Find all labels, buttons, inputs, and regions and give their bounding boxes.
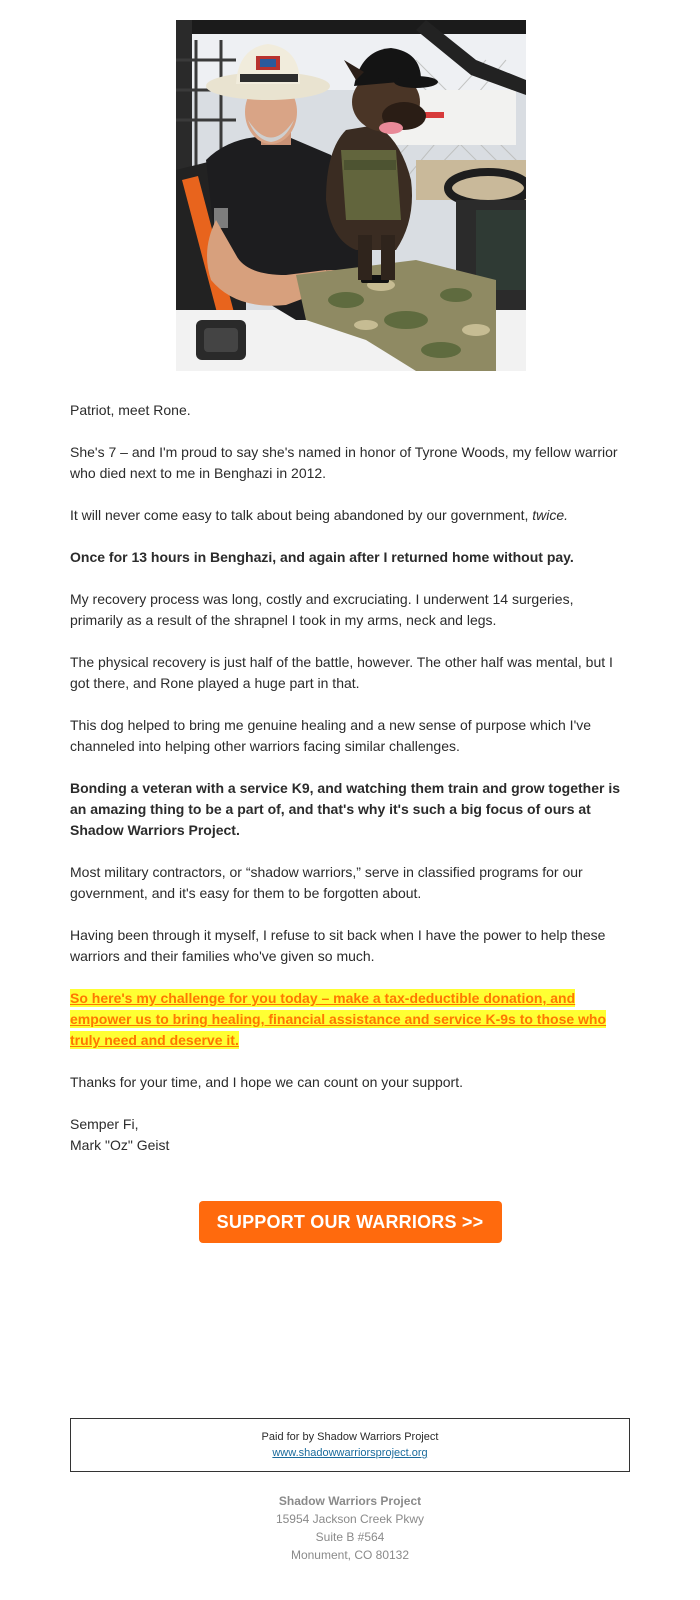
signoff (70, 1114, 630, 1156)
signoff-line: Semper Fi, (70, 1116, 139, 1132)
footer-address (0, 1492, 700, 1564)
greeting: Patriot, meet Rone. (70, 402, 191, 418)
paragraph-healing: This dog helped to bring me genuine healing and a new sense of purpose which I've channeled into helping other warriors facing similar challenges. (70, 717, 592, 754)
footer-org-name: Shadow Warriors Project (278, 1494, 422, 1508)
support-warriors-button[interactable]: SUPPORT OUR WARRIORS >> (199, 1201, 502, 1243)
paragraph-abandoned-text: It will never come easy to talk about being abandoned by our government, (70, 507, 533, 523)
paragraph-shadow-warriors: Most military contractors, or “shadow warriors,” serve in classified programs for our government, and it's easy for them to be forgotten about. (70, 864, 583, 901)
paragraph-physical-recovery: The physical recovery is just half of the battle, however. The other half was mental, but I got there, and Rone played a huge part in that. (70, 654, 613, 691)
website-link[interactable]: www.shadowwarriorsproject.org (272, 1447, 428, 1459)
paragraph-recovery: My recovery process was long, costly and excruciating. I underwent 14 surgeries, primarily as a result of the shrapnel I took in my arms, neck and legs. (70, 591, 574, 628)
signature-name: Mark "Oz" Geist (70, 1137, 170, 1153)
paragraph-abandoned-emphasis: twice. (532, 507, 569, 523)
paragraph-k9-bonding: Bonding a veteran with a service K9, and watching them train and grow together is an amazing thing to be a part of, and that's why it's such a big focus of ours at Shadow Warriors Project. (70, 780, 620, 838)
paragraph-refuse: Having been through it myself, I refuse to sit back when I have the power to help these warriors and their families who've given so much. (70, 927, 606, 964)
paragraph-thanks: Thanks for your time, and I hope we can count on your support. (70, 1074, 463, 1090)
hero-photo (176, 20, 526, 371)
challenge-paragraph (70, 988, 630, 1051)
footer-address-line1: 15954 Jackson Creek Pkwy (275, 1512, 425, 1526)
footer-address-line2: Suite B #564 (315, 1530, 385, 1544)
donation-challenge-link[interactable]: So here's my challenge for you today – make a tax-deductible donation, and empower us to bring healing, financial assistance and service K-9s to those who truly need and deserve it. (70, 990, 607, 1048)
paid-for-text: Paid for by Shadow Warriors Project (261, 1431, 439, 1443)
cta-container (0, 1201, 700, 1243)
footer-address-line3: Monument, CO 80132 (290, 1548, 410, 1562)
paragraph-abandoned (70, 505, 630, 526)
email-body (70, 400, 630, 1156)
paragraph-rone-intro: She's 7 – and I'm proud to say she's named in honor of Tyrone Woods, my fellow warrior who died next to me in Benghazi in 2012. (70, 444, 618, 481)
paragraph-benghazi-bold: Once for 13 hours in Benghazi, and again after I returned home without pay. (70, 549, 574, 565)
paid-for-box (70, 1418, 630, 1472)
